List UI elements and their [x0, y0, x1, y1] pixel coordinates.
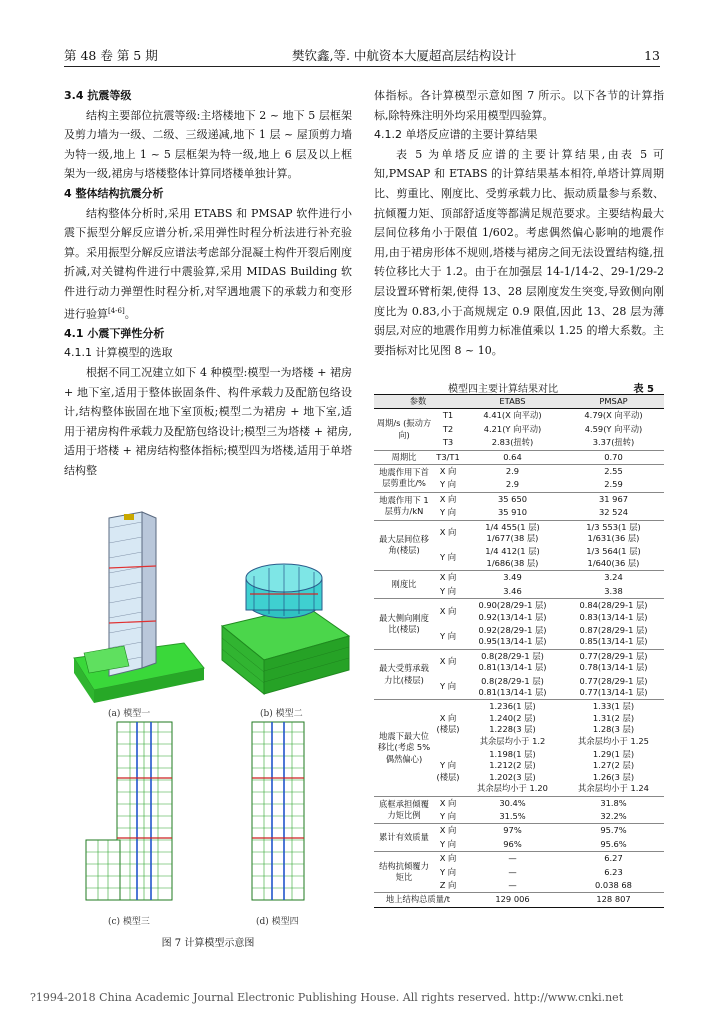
param-base-shear: 地震作用下 1 层剪力/kN — [374, 492, 434, 520]
section-heading-4-1-1: 4.1.1 计算模型的选取 — [64, 346, 173, 360]
param-drift: 最大层间位移角(楼层) — [374, 520, 434, 571]
paragraph-seismic-grade: 结构主要部位抗震等级:主塔楼地下 2 ~ 地下 5 层框架及剪力墙为一级、二级、三级递减,地下 1 层 ~ 屋顶剪力墙为特一级,地上 1 ~ 5 层框架为特一级,地上 6 层及以上框架为一级,裙房与塔楼整体计算同塔楼单独计算。 — [64, 108, 352, 181]
cell-line: 1/3 564(1 层) — [586, 546, 641, 557]
table-5-title-row — [374, 380, 664, 394]
header-etabs: ETABS — [462, 395, 563, 409]
table-cell — [462, 748, 563, 796]
table-cell: Y 向 — [439, 552, 456, 563]
table-cell: — — [508, 880, 517, 891]
cell-line: 1.236(1 层) — [489, 701, 536, 712]
table-cell: Y 向 — [439, 838, 456, 849]
cell-line: 1.228(3 层) — [489, 724, 536, 735]
paragraph-model-note: 体指标。各计算模型示意如图 7 所示。以下各节的计算指标,除特殊注明外均采用模型四验算。 — [374, 89, 664, 122]
table-row — [374, 700, 664, 748]
param-shear-weight: 地震作用下首层剪重比/% — [374, 465, 434, 493]
table-cell: 4.21(Y 向平动) — [483, 423, 542, 434]
table-cell: X 向(楼层) — [434, 700, 462, 748]
cell-line: 0.90(28/29-1 层) — [478, 600, 547, 611]
cell-line: 0.92(28/29-1 层) — [478, 624, 547, 635]
cell-line: 0.81(13/14-1 层) — [478, 686, 547, 697]
table-cell: X 向 — [434, 465, 462, 479]
table-cell — [462, 599, 563, 624]
table-cell: 4.79(X 向平动) — [584, 410, 643, 421]
cell-line: 1.240(2 层) — [489, 712, 536, 723]
section-heading-4-1-2: 4.1.2 单塔反应谱的主要计算结果 — [374, 128, 538, 142]
param-effective-mass: 累计有效质量 — [374, 824, 434, 852]
table-cell: 31 967 — [563, 492, 664, 506]
table-cell: 3.46 — [503, 585, 522, 596]
copyright-footer: ?1994-2018 China Academic Journal Electronic Publishing House. All rights reserved. http://www.cnki.net — [30, 991, 624, 1004]
cell-line: 1.202(3 层) — [489, 771, 536, 782]
table-cell — [563, 700, 664, 748]
table-cell: 129 006 — [462, 893, 563, 907]
cell-line: 0.92(13/14-1 层) — [478, 611, 547, 622]
table-cell: 3.37(扭转) — [592, 437, 635, 448]
table-cell: 6.27 — [563, 852, 664, 866]
table-cell: X 向 — [434, 824, 462, 838]
cell-line: 其余层均小于 1.20 — [477, 783, 548, 794]
cell-line: 1.29(1 层) — [592, 748, 635, 759]
cell-line: 1.212(2 层) — [489, 760, 536, 771]
paragraph-analysis — [64, 204, 352, 324]
table-cell: 3.38 — [604, 585, 623, 596]
cell-line: 0.8(28/29-1 层) — [481, 675, 544, 686]
subfigure-a-caption: (a) 模型一 — [108, 709, 151, 719]
cell-line: 1.31(2 层) — [592, 712, 635, 723]
table-cell: 3.49 — [462, 571, 563, 585]
cell-line: 1.27(2 层) — [592, 760, 635, 771]
table-cell: X 向 — [434, 599, 462, 624]
paragraph-analysis-text: 结构整体分析时,采用 ETABS 和 PMSAP 软件进行小震下振型分解反应谱分析,采用弹性时程分析法进行补充验算。采用振型分解反应谱法考虑部分混凝土构件开裂后刚度折减,对关键构件进行中震验算,采用 MIDAS Building 软件进行动力弹塑性时程分析,对罕遇地震下的承载力和变形进行验算 — [64, 206, 352, 321]
table-row — [374, 599, 664, 624]
left-column — [64, 86, 352, 481]
table-cell: 2.83(扭转) — [491, 437, 534, 448]
table-cell: 0.64 — [462, 450, 563, 464]
param-period-ratio: 周期比 — [374, 450, 434, 464]
right-column — [374, 86, 664, 360]
table-cell: 4.41(X 向平动) — [483, 410, 542, 421]
param-period: 周期/s (振动方向) — [376, 418, 432, 440]
cell-line: 其余层均小于 1.25 — [578, 735, 649, 746]
table-cell: 2.55 — [563, 465, 664, 479]
cell-line: 0.87(28/29-1 层) — [579, 624, 648, 635]
table-cell: Y 向(楼层) — [436, 760, 460, 782]
param-shear-capacity: 最大受剪承载力比(楼层) — [374, 649, 434, 700]
table-cell — [563, 748, 664, 796]
table-cell — [563, 545, 664, 570]
table-cell: 128 807 — [563, 893, 664, 907]
cell-line: 1/640(36 层) — [587, 557, 640, 568]
table-cell: 35 650 — [462, 492, 563, 506]
table-cell — [563, 675, 664, 700]
table-cell: X 向 — [434, 520, 462, 545]
table-cell: 2.9 — [505, 479, 520, 490]
table-cell: 31.8% — [563, 796, 664, 810]
table-cell: X 向 — [434, 852, 462, 866]
paragraph-table5-discussion: 表 5 为单塔反应谱的主要计算结果,由表 5 可知,PMSAP 和 ETABS 的计算结果基本相符,单塔计算周期比、剪重比、刚度比、受剪承载力比、振动质量参与系数、抗倾覆力矩、顶部舒适度等都满足规范要求。主要结构最大层间位移角小于限值 1/602。考虑偶然偏心影响的地震作用,由于裙房形体不规则,塔楼与裙房之间无法设置结构缝,扭转位移比大于 1.2。由于在加强层 14-1/14-2、29-1/29-2 层设置环臂桁架,使得 13、28 层刚度发生突变,导致侧向刚度比为 0.83,小于高规规定 0.9 限值,因此 13、28 层为薄弱层,对应的地震作用剪力标准值乘以 1.25 的增大系数。主要指标对比见图 8 ~ 10。 — [374, 147, 664, 357]
param-anti-overturning: 结构抗倾覆力矩比 — [374, 852, 434, 893]
table-cell: — — [508, 866, 517, 877]
cell-line: 0.83(13/14-1 层) — [579, 611, 648, 622]
page-number: 13 — [644, 48, 660, 63]
figure-7-caption: 图 7 计算模型示意图 — [161, 938, 255, 949]
section-heading-4: 4 整体结构抗震分析 — [64, 186, 164, 200]
section-heading-4-1: 4.1 小震下弹性分析 — [64, 326, 165, 340]
header-pmsap: PMSAP — [563, 395, 664, 409]
model-4-image — [244, 720, 314, 916]
table-cell: 2.59 — [604, 479, 623, 490]
table-cell: Y 向 — [439, 507, 456, 518]
figure-7 — [64, 508, 352, 949]
article-running-title: 樊钦鑫,等. 中航资本大厦超高层结构设计 — [292, 48, 517, 63]
table-5-number: 表 5 — [633, 384, 654, 395]
table-row — [374, 465, 664, 479]
table-cell: 31.5% — [499, 811, 526, 821]
cell-line: 0.77(28/29-1 层) — [579, 650, 648, 661]
table-cell — [563, 599, 664, 624]
table-cell: T3/T1 — [434, 450, 462, 464]
table-cell: 0.70 — [563, 450, 664, 464]
table-header-row — [374, 395, 664, 409]
table-cell: 0.038 68 — [595, 880, 632, 891]
results-table — [374, 394, 664, 908]
table-cell: Z 向 — [439, 880, 457, 891]
table-cell: 35 910 — [497, 507, 528, 518]
table-cell — [563, 649, 664, 674]
table-cell: Y 向 — [439, 479, 456, 490]
table-5 — [374, 380, 664, 908]
subfigure-c-caption: (c) 模型三 — [108, 917, 150, 927]
cell-line: 0.77(13/14-1 层) — [579, 686, 648, 697]
table-cell: 95.6% — [600, 838, 627, 849]
table-cell: Y 向 — [439, 681, 456, 692]
cell-line: 1.26(3 层) — [592, 771, 635, 782]
table-cell: 95.7% — [563, 824, 664, 838]
model-1-image — [64, 508, 214, 708]
header-parameter: 参数 — [374, 395, 462, 409]
cell-line: 1.28(3 层) — [592, 724, 635, 735]
table-cell: 2.9 — [462, 465, 563, 479]
table-cell: Y 向 — [439, 630, 456, 641]
model-3-image — [82, 720, 190, 916]
table-cell: X 向 — [434, 796, 462, 810]
subfigure-d-caption: (d) 模型四 — [256, 917, 299, 927]
table-row — [374, 409, 664, 423]
cell-line: 1.198(1 层) — [489, 748, 536, 759]
period-sub: T2 — [442, 423, 454, 434]
table-cell: X 向 — [434, 649, 462, 674]
running-header — [64, 44, 660, 67]
table-row — [374, 649, 664, 674]
param-overturning-ratio: 底框承担倾覆力矩比例 — [374, 796, 434, 824]
table-cell: Y 向 — [439, 811, 456, 821]
section-heading-3-4: 3.4 抗震等级 — [64, 89, 132, 102]
table-cell: X 向 — [434, 492, 462, 506]
citation-ref: [4-6] — [108, 306, 125, 315]
table-row — [374, 571, 664, 585]
cell-line: 其余层均小于 1.24 — [578, 783, 649, 794]
table-row — [374, 492, 664, 506]
table-cell: 3.24 — [563, 571, 664, 585]
param-displacement-ratio: 地震下最大位移比(考虑 5% 偶然偏心) — [374, 700, 434, 796]
table-cell: 32 524 — [598, 507, 629, 518]
table-row — [374, 824, 664, 838]
table-cell: 97% — [462, 824, 563, 838]
table-cell — [462, 624, 563, 649]
period-sub: T1 — [442, 410, 454, 421]
cell-line: 1/4 455(1 层) — [485, 521, 540, 532]
table-row — [374, 520, 664, 545]
table-row — [374, 893, 664, 907]
cell-line: 1.33(1 层) — [592, 701, 635, 712]
table-cell — [563, 520, 664, 545]
cell-line: 0.95(13/14-1 层) — [478, 636, 547, 647]
table-cell — [462, 675, 563, 700]
cell-line: 0.77(28/29-1 层) — [579, 675, 648, 686]
table-cell — [462, 649, 563, 674]
table-cell: 32.2% — [600, 811, 627, 821]
table-cell: 96% — [503, 838, 522, 849]
table-cell — [462, 700, 563, 748]
param-total-mass: 地上结构总质量/t — [374, 893, 462, 907]
table-cell — [462, 520, 563, 545]
paragraph-models: 根据不同工况建立如下 4 种模型:模型一为塔楼 + 裙房 + 地下室,适用于整体嵌固条件、构件承载力及配筋包络设计,结构整体嵌固在地下室顶板;模型二为裙房 + 地下室,适用于裙房构件承载力及配筋包络设计;模型三为塔楼 + 裙房,适用于塔楼 + 裙房结构整体指标;模型四为塔楼,适用于单塔结构整 — [64, 365, 352, 477]
paragraph-analysis-end: 。 — [124, 307, 136, 321]
table-cell: 4.59(Y 向平动) — [584, 423, 643, 434]
cell-line: 1/686(38 层) — [486, 557, 539, 568]
cell-line: 1/631(36 层) — [587, 533, 640, 544]
period-sub: T3 — [442, 437, 454, 448]
cell-line: 0.8(28/29-1 层) — [481, 650, 544, 661]
cell-line: 其余层均小于 1.2 — [479, 735, 546, 746]
cell-line: 0.78(13/14-1 层) — [579, 662, 648, 673]
table-cell: Y 向 — [439, 866, 456, 877]
param-lateral-stiffness: 最大侧向刚度比(楼层) — [374, 599, 434, 650]
cell-line: 0.84(28/29-1 层) — [579, 600, 648, 611]
journal-issue: 第 48 卷 第 5 期 — [64, 48, 158, 63]
table-cell: 30.4% — [462, 796, 563, 810]
cell-line: 1/3 553(1 层) — [586, 521, 641, 532]
cell-line: 1/677(38 层) — [486, 533, 539, 544]
table-cell: Y 向 — [439, 585, 456, 596]
table-row — [374, 852, 664, 866]
table-cell: 6.23 — [604, 866, 623, 877]
table-cell — [462, 545, 563, 570]
cell-line: 0.85(13/14-1 层) — [579, 636, 648, 647]
param-stiffness: 刚度比 — [374, 571, 434, 599]
table-5-title: 模型四主要计算结果对比 — [448, 384, 558, 395]
table-row — [374, 796, 664, 810]
table-cell: X 向 — [434, 571, 462, 585]
cell-line: 1/4 412(1 层) — [485, 546, 540, 557]
table-cell — [563, 624, 664, 649]
model-2-image — [214, 556, 352, 706]
cell-line: 0.81(13/14-1 层) — [478, 662, 547, 673]
table-row — [374, 450, 664, 464]
table-cell: — — [462, 852, 563, 866]
subfigure-b-caption: (b) 模型二 — [260, 709, 303, 719]
